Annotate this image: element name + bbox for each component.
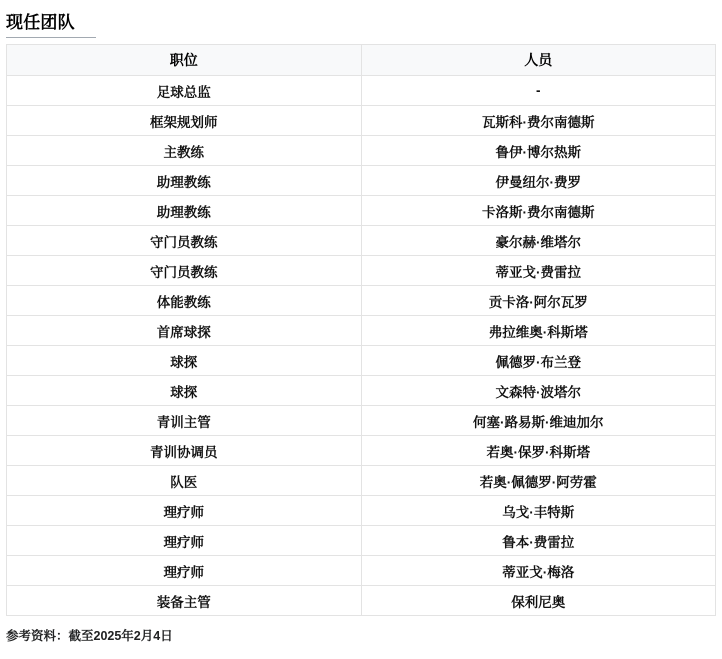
- cell-person: 伊曼纽尔·费罗: [361, 166, 716, 196]
- cell-person: 蒂亚戈·费雷拉: [361, 256, 716, 286]
- cell-role: 守门员教练: [7, 226, 362, 256]
- cell-person: 弗拉维奥·科斯塔: [361, 316, 716, 346]
- cell-role: 青训主管: [7, 406, 362, 436]
- table-row: [7, 106, 716, 136]
- staff-table: [6, 44, 716, 616]
- cell-person: 豪尔赫·维塔尔: [361, 226, 716, 256]
- page-container: [0, 8, 722, 644]
- cell-person: 保利尼奥: [361, 586, 716, 616]
- title-underline: [6, 37, 96, 38]
- cell-role: 队医: [7, 466, 362, 496]
- cell-role: 装备主管: [7, 586, 362, 616]
- table-row: [7, 256, 716, 286]
- cell-person: -: [361, 76, 716, 106]
- table-header: [7, 45, 716, 76]
- cell-person: 何塞·路易斯·维迪加尔: [361, 406, 716, 436]
- table-row: [7, 346, 716, 376]
- cell-person: 鲁伊·博尔热斯: [361, 136, 716, 166]
- cell-role: 球探: [7, 376, 362, 406]
- table-row: [7, 466, 716, 496]
- table-header-row: [7, 45, 716, 76]
- table-row: [7, 586, 716, 616]
- column-header-person: 人员: [361, 45, 716, 76]
- cell-role: 首席球探: [7, 316, 362, 346]
- table-row: [7, 286, 716, 316]
- cell-role: 体能教练: [7, 286, 362, 316]
- cell-person: 文森特·波塔尔: [361, 376, 716, 406]
- cell-person: 若奥·保罗·科斯塔: [361, 436, 716, 466]
- table-row: [7, 76, 716, 106]
- cell-role: 助理教练: [7, 196, 362, 226]
- cell-person: 佩德罗·布兰登: [361, 346, 716, 376]
- table-row: [7, 436, 716, 466]
- cell-person: 鲁本·费雷拉: [361, 526, 716, 556]
- table-row: [7, 136, 716, 166]
- cell-person: 卡洛斯·费尔南德斯: [361, 196, 716, 226]
- table-row: [7, 196, 716, 226]
- cell-person: 乌戈·丰特斯: [361, 496, 716, 526]
- page-title: 现任团队: [6, 13, 75, 32]
- cell-person: 蒂亚戈·梅洛: [361, 556, 716, 586]
- table-body: [7, 76, 716, 616]
- column-header-role: 职位: [7, 45, 362, 76]
- cell-person: 贡卡洛·阿尔瓦罗: [361, 286, 716, 316]
- table-row: [7, 526, 716, 556]
- cell-role: 青训协调员: [7, 436, 362, 466]
- cell-role: 理疗师: [7, 556, 362, 586]
- table-row: [7, 406, 716, 436]
- cell-role: 理疗师: [7, 526, 362, 556]
- reference-footnote: 参考资料：截至2025年2月4日: [6, 629, 173, 643]
- cell-person: 若奥·佩德罗·阿劳霍: [361, 466, 716, 496]
- cell-role: 框架规划师: [7, 106, 362, 136]
- cell-role: 理疗师: [7, 496, 362, 526]
- table-row: [7, 556, 716, 586]
- table-row: [7, 376, 716, 406]
- cell-role: 助理教练: [7, 166, 362, 196]
- cell-role: 球探: [7, 346, 362, 376]
- cell-role: 足球总监: [7, 76, 362, 106]
- table-row: [7, 166, 716, 196]
- table-row: [7, 316, 716, 346]
- cell-person: 瓦斯科·费尔南德斯: [361, 106, 716, 136]
- cell-role: 主教练: [7, 136, 362, 166]
- table-row: [7, 496, 716, 526]
- table-row: [7, 226, 716, 256]
- cell-role: 守门员教练: [7, 256, 362, 286]
